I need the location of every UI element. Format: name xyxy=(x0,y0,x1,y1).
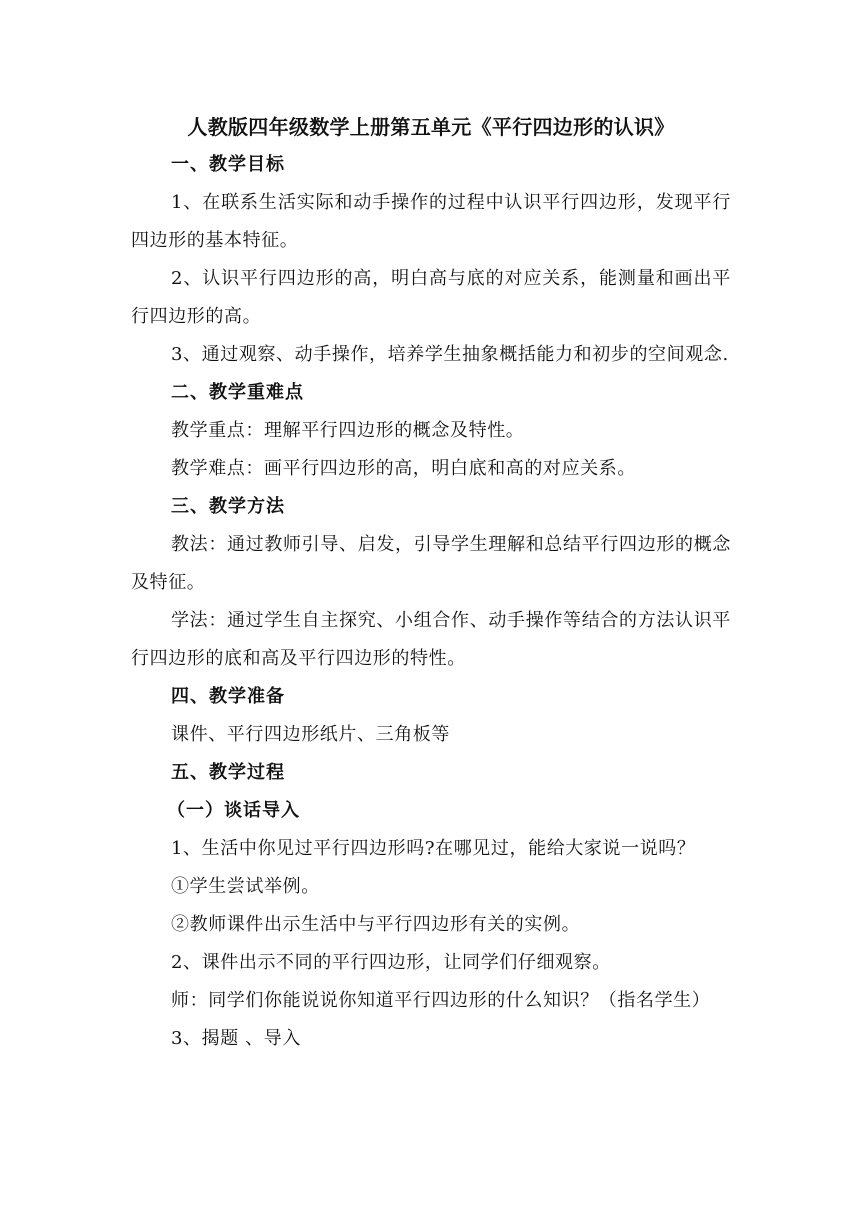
process-paragraph-1: 1、生活中你见过平行四边形吗?在哪见过，能给大家说一说吗？ xyxy=(171,838,696,859)
process-paragraph-5: 师：同学们你能说说你知道平行四边形的什么知识？（指名学生） xyxy=(171,990,711,1011)
process-paragraph-2: ①学生尝试举例。 xyxy=(171,876,320,897)
document-title: 人教版四年级数学上册第五单元《平行四边形的认识》 xyxy=(187,115,675,139)
objective-paragraph-1: 1、在联系生活实际和动手操作的过程中认识平行四边形，发现平行四边形的基本特征。 xyxy=(131,192,731,251)
process-paragraph-6: 3、揭题 、导入 xyxy=(171,1028,301,1049)
section-heading-preparation: 四、教学准备 xyxy=(171,686,285,707)
objective-paragraph-3: 3、通过观察、动手操作，培养学生抽象概括能力和初步的空间观念. xyxy=(171,344,729,365)
document-body xyxy=(131,108,731,1058)
teaching-method-paragraph: 教法：通过教师引导、启发，引导学生理解和总结平行四边形的概念及特征。 xyxy=(131,534,731,593)
learning-method-paragraph: 学法：通过学生自主探究、小组合作、动手操作等结合的方法认识平行四边形的底和高及平行四边形的特性。 xyxy=(131,610,731,669)
section-heading-objectives: 一、教学目标 xyxy=(171,154,285,175)
key-point-paragraph: 教学重点：理解平行四边形的概念及特性。 xyxy=(171,420,525,441)
process-paragraph-3: ②教师课件出示生活中与平行四边形有关的实例。 xyxy=(171,914,581,935)
subsection-heading-intro: （一）谈话导入 xyxy=(167,800,300,821)
process-paragraph-4: 2、课件出示不同的平行四边形，让同学们仔细观察。 xyxy=(171,952,611,973)
difficulty-paragraph: 教学难点：画平行四边形的高，明白底和高的对应关系。 xyxy=(171,458,636,479)
section-heading-methods: 三、教学方法 xyxy=(171,496,285,517)
objective-paragraph-2: 2、认识平行四边形的高，明白高与底的对应关系，能测量和画出平行四边形的高。 xyxy=(131,268,731,327)
preparation-paragraph: 课件、平行四边形纸片、三角板等 xyxy=(171,724,450,745)
section-heading-key-points: 二、教学重难点 xyxy=(171,382,304,403)
section-heading-process: 五、教学过程 xyxy=(171,762,285,783)
